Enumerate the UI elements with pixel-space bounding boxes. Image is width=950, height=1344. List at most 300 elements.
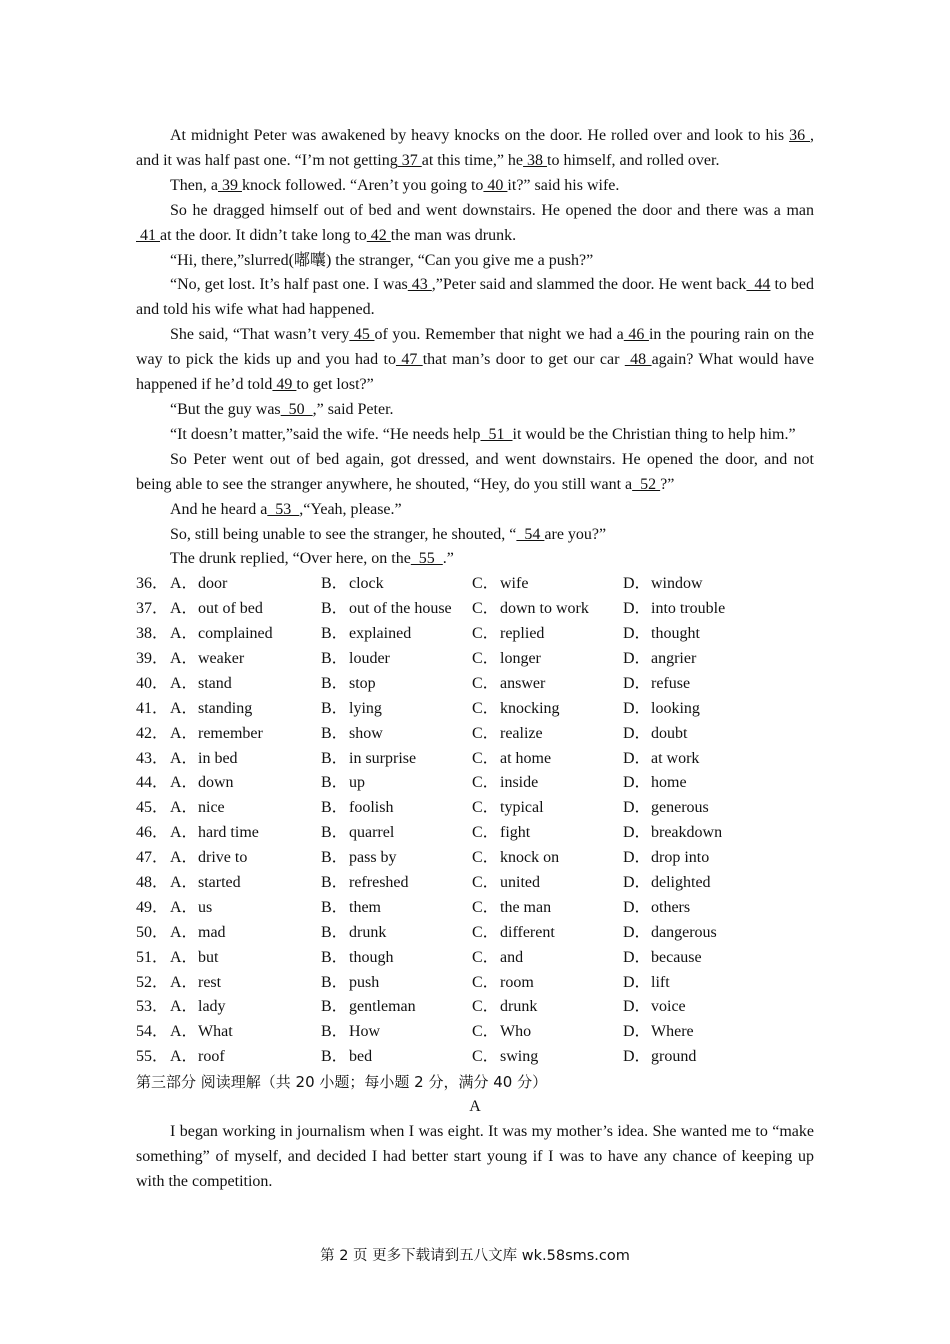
question-number: 40． xyxy=(136,674,169,692)
question-number: 52． xyxy=(136,973,169,991)
answer-option xyxy=(623,647,763,672)
passage-text: it would be the Christian thing to help him.” xyxy=(512,425,796,443)
passage-text: the man was drunk. xyxy=(390,226,517,244)
answer-option xyxy=(321,796,472,821)
answer-option xyxy=(623,697,763,722)
cloze-blank: 51 xyxy=(480,425,513,443)
passage-text: are you?” xyxy=(544,525,607,543)
answer-option xyxy=(472,971,623,996)
answer-option xyxy=(623,722,763,747)
question-number: 42． xyxy=(136,724,169,742)
passage-text: , and it was half past one. “I’m not getting xyxy=(136,127,815,169)
question-row xyxy=(136,672,814,697)
option-letter: C． xyxy=(472,674,499,692)
option-text: typical xyxy=(500,799,544,817)
answer-option xyxy=(321,672,472,697)
option-letter: A． xyxy=(170,824,198,842)
option-letter: A． xyxy=(170,649,198,667)
option-letter: A． xyxy=(170,948,198,966)
option-text: drop into xyxy=(651,849,710,867)
answer-option xyxy=(472,597,623,622)
question-number: 36． xyxy=(136,575,169,593)
option-letter: C． xyxy=(472,874,499,891)
passage-text: “But the guy was xyxy=(170,400,281,418)
passage-text: So he dragged himself out of bed and went downstairs. He opened the door and there was a man xyxy=(170,201,814,219)
option-text: Who xyxy=(500,1023,532,1041)
option-letter: B． xyxy=(321,699,348,717)
answer-option xyxy=(472,821,623,846)
cloze-blank: 39 xyxy=(217,176,242,194)
option-text: mad xyxy=(198,923,226,941)
passage-paragraph xyxy=(136,523,814,548)
option-letter: D． xyxy=(623,923,651,941)
answer-option xyxy=(321,572,472,597)
option-letter: A． xyxy=(170,1023,198,1041)
question-number: 38． xyxy=(136,625,169,643)
option-letter: C． xyxy=(472,575,499,593)
answer-option xyxy=(321,1045,472,1070)
answer-option xyxy=(170,597,321,622)
option-text: down xyxy=(198,774,234,792)
answer-option xyxy=(321,722,472,747)
answer-option xyxy=(472,796,623,821)
option-letter: B． xyxy=(321,799,348,817)
answer-option xyxy=(170,572,321,597)
option-letter: D． xyxy=(623,998,651,1016)
option-text: but xyxy=(198,948,219,966)
answer-option xyxy=(170,796,321,821)
answer-option xyxy=(321,846,472,871)
question-row xyxy=(136,697,814,722)
answer-option xyxy=(623,1020,763,1045)
option-letter: C． xyxy=(472,898,499,916)
option-letter: D． xyxy=(623,749,651,767)
cloze-blank: 42 xyxy=(366,226,391,244)
cloze-passage xyxy=(136,124,814,572)
passage-text: that man’s door to get our car xyxy=(422,351,625,369)
answer-option xyxy=(623,846,763,871)
option-letter: C． xyxy=(472,998,499,1016)
option-letter: C． xyxy=(472,649,499,667)
option-text: different xyxy=(500,923,555,941)
option-text: breakdown xyxy=(651,824,723,842)
question-number: 43． xyxy=(136,749,169,767)
cloze-blank: 47 xyxy=(395,351,423,369)
answer-option xyxy=(170,697,321,722)
passage-text: And he heard a xyxy=(170,500,268,518)
option-letter: B． xyxy=(321,600,348,618)
answer-option xyxy=(170,896,321,921)
option-text: foolish xyxy=(349,799,394,817)
option-text: realize xyxy=(500,724,543,742)
option-text: drive to xyxy=(198,849,248,867)
option-letter: B． xyxy=(321,1048,348,1066)
answer-option xyxy=(472,995,623,1020)
option-text: push xyxy=(349,973,380,991)
answer-option xyxy=(321,971,472,996)
answer-option xyxy=(170,771,321,796)
answer-option xyxy=(321,622,472,647)
answer-option xyxy=(623,597,763,622)
answer-option xyxy=(623,821,763,846)
question-row xyxy=(136,747,814,772)
option-letter: A． xyxy=(170,1048,198,1066)
option-text: dangerous xyxy=(651,923,717,941)
question-number: 45． xyxy=(136,799,169,817)
option-letter: D． xyxy=(623,600,651,618)
option-text: thought xyxy=(651,625,700,643)
answer-option xyxy=(623,995,763,1020)
option-letter: B． xyxy=(321,649,348,667)
option-text: rest xyxy=(198,973,222,991)
option-letter: D． xyxy=(623,724,651,742)
answer-option xyxy=(321,946,472,971)
cloze-blank: 41 xyxy=(136,226,160,244)
option-letter: D． xyxy=(623,973,651,991)
answer-option xyxy=(170,647,321,672)
passage-paragraph xyxy=(136,448,814,498)
option-letter: A． xyxy=(170,998,198,1016)
passage-paragraph xyxy=(136,423,814,448)
question-number: 55． xyxy=(136,1048,169,1066)
option-letter: C． xyxy=(472,749,499,767)
passage-text: ,”Peter said and slammed the door. He went back xyxy=(431,276,747,294)
answer-option xyxy=(170,971,321,996)
answer-option xyxy=(623,572,763,597)
answer-option xyxy=(321,597,472,622)
question-number: 41． xyxy=(136,699,169,717)
option-text: louder xyxy=(349,649,390,667)
cloze-blank: 45 xyxy=(349,326,375,344)
option-letter: C． xyxy=(472,799,499,817)
answer-option xyxy=(623,622,763,647)
passage-text: again? What would have happened if he’d told xyxy=(136,351,815,394)
question-number: 51． xyxy=(136,948,169,966)
option-text: nice xyxy=(198,799,225,817)
passage-paragraph xyxy=(136,174,814,199)
option-letter: D． xyxy=(623,874,651,891)
question-number: 50． xyxy=(136,923,169,941)
option-letter: A． xyxy=(170,749,198,767)
option-text: started xyxy=(198,874,241,891)
option-letter: D． xyxy=(623,649,651,667)
option-letter: A． xyxy=(170,849,198,867)
option-letter: C． xyxy=(472,973,499,991)
option-text: home xyxy=(651,774,687,792)
option-text: standing xyxy=(198,699,253,717)
answer-option xyxy=(321,647,472,672)
option-letter: D． xyxy=(623,674,651,692)
option-letter: C． xyxy=(472,1048,499,1066)
option-letter: C． xyxy=(472,948,499,966)
question-row xyxy=(136,647,814,672)
question-row xyxy=(136,796,814,821)
option-letter: B． xyxy=(321,724,348,742)
passage-paragraph xyxy=(136,547,814,572)
passage-text: At midnight Peter was awakened by heavy knocks on the door. He rolled over and look to his xyxy=(170,127,790,144)
option-text: the man xyxy=(500,898,552,916)
option-letter: C． xyxy=(472,824,499,842)
option-text: remember xyxy=(198,724,263,742)
answer-option xyxy=(623,672,763,697)
answer-option xyxy=(321,995,472,1020)
option-text: drunk xyxy=(349,923,387,941)
option-letter: B． xyxy=(321,973,348,991)
option-letter: A． xyxy=(170,923,198,941)
question-row xyxy=(136,846,814,871)
option-letter: D． xyxy=(623,774,651,792)
option-text: into trouble xyxy=(651,600,726,618)
option-text: doubt xyxy=(651,724,688,742)
option-letter: B． xyxy=(321,998,348,1016)
question-row xyxy=(136,572,814,597)
cloze-blank: 46 xyxy=(623,326,649,344)
option-text: lady xyxy=(198,998,226,1016)
option-letter: A． xyxy=(170,575,198,593)
option-text: at work xyxy=(651,749,700,767)
answer-options xyxy=(136,572,814,1070)
answer-option xyxy=(623,1045,763,1070)
passage-text: at this time,” he xyxy=(421,151,524,169)
question-row xyxy=(136,971,814,996)
answer-option xyxy=(472,722,623,747)
option-letter: C． xyxy=(472,849,499,867)
option-text: roof xyxy=(198,1048,225,1066)
answer-option xyxy=(170,871,321,896)
question-row xyxy=(136,722,814,747)
option-text: How xyxy=(349,1023,381,1041)
question-row xyxy=(136,946,814,971)
option-text: gentleman xyxy=(349,998,416,1016)
passage-text: to bed and told his wife what had happened. xyxy=(136,276,814,319)
question-number: 46． xyxy=(136,824,169,842)
cloze-blank: 36 xyxy=(789,127,811,144)
option-letter: D． xyxy=(623,625,651,643)
answer-option xyxy=(170,722,321,747)
answer-option xyxy=(623,747,763,772)
section-title: 第三部分 阅读理解（共 20 小题；每小题 2 分，满分 40 分） xyxy=(136,1073,548,1092)
option-text: stop xyxy=(349,674,376,692)
cloze-blank: 52 xyxy=(632,475,661,493)
option-text: Where xyxy=(651,1023,694,1041)
question-row xyxy=(136,1045,814,1070)
passage-text: at the door. It didn’t take long to xyxy=(160,226,367,244)
passage-text: The drunk replied, “Over here, on the xyxy=(170,550,411,568)
passage-paragraph xyxy=(136,323,814,398)
answer-option xyxy=(170,821,321,846)
answer-option xyxy=(170,1020,321,1045)
answer-option xyxy=(170,995,321,1020)
cloze-blank: 38 xyxy=(523,151,548,169)
option-letter: C． xyxy=(472,724,499,742)
option-text: explained xyxy=(349,625,412,643)
passage-text: “It doesn’t matter,”said the wife. “He needs help xyxy=(170,425,481,443)
option-letter: A． xyxy=(170,799,198,817)
option-text: them xyxy=(349,898,381,916)
option-text: stand xyxy=(198,674,232,692)
answer-option xyxy=(321,747,472,772)
answer-option xyxy=(321,921,472,946)
passage-paragraph xyxy=(136,249,814,274)
passage-text: it?” said his wife. xyxy=(507,176,620,194)
answer-option xyxy=(170,846,321,871)
option-text: out of the house xyxy=(349,600,452,618)
answer-option xyxy=(472,572,623,597)
passage-text: to get lost?” xyxy=(296,376,374,394)
option-letter: C． xyxy=(472,699,499,717)
answer-option xyxy=(170,1045,321,1070)
option-letter: B． xyxy=(321,824,348,842)
option-text: up xyxy=(349,774,365,792)
option-letter: C． xyxy=(472,625,499,643)
option-letter: C． xyxy=(472,600,499,618)
option-letter: A． xyxy=(170,898,198,916)
passage-paragraph xyxy=(136,199,814,249)
option-letter: B． xyxy=(321,948,348,966)
option-text: complained xyxy=(198,625,273,643)
answer-option xyxy=(472,697,623,722)
answer-option xyxy=(472,1045,623,1070)
option-text: What xyxy=(198,1023,233,1041)
passage-paragraph xyxy=(136,498,814,523)
question-row xyxy=(136,871,814,896)
option-letter: D． xyxy=(623,948,651,966)
passage-paragraph xyxy=(136,273,814,323)
option-letter: C． xyxy=(472,923,499,941)
cloze-blank: 48 xyxy=(624,351,652,369)
option-text: in bed xyxy=(198,749,238,767)
option-text: ground xyxy=(651,1048,697,1066)
question-number: 48． xyxy=(136,874,169,891)
cloze-blank: 44 xyxy=(746,276,771,294)
answer-option xyxy=(170,622,321,647)
option-text: at home xyxy=(500,749,552,767)
answer-option xyxy=(170,946,321,971)
option-text: and xyxy=(500,948,524,966)
option-text: quarrel xyxy=(349,824,395,842)
option-text: looking xyxy=(651,699,700,717)
answer-option xyxy=(472,647,623,672)
question-row xyxy=(136,622,814,647)
option-letter: A． xyxy=(170,973,198,991)
option-letter: D． xyxy=(623,824,651,842)
answer-option xyxy=(170,672,321,697)
option-text: replied xyxy=(500,625,545,643)
answer-option xyxy=(472,871,623,896)
option-text: though xyxy=(349,948,394,966)
option-text: bed xyxy=(349,1048,373,1066)
passage-paragraph xyxy=(136,398,814,423)
answer-option xyxy=(170,747,321,772)
answer-option xyxy=(472,672,623,697)
passage-text: So, still being unable to see the stranger, he shouted, “ xyxy=(170,525,517,543)
answer-option xyxy=(623,921,763,946)
question-number: 49． xyxy=(136,898,169,916)
option-text: in surprise xyxy=(349,749,417,767)
option-text: answer xyxy=(500,674,546,692)
answer-option xyxy=(472,771,623,796)
passage-text: “No, get lost. It’s half past one. I was xyxy=(170,276,408,294)
answer-option xyxy=(472,1020,623,1045)
passage-label: A xyxy=(469,1098,481,1116)
option-letter: D． xyxy=(623,699,651,717)
question-row xyxy=(136,597,814,622)
passage-text: ,“Yeah, please.” xyxy=(299,500,402,518)
option-text: lift xyxy=(651,973,670,991)
option-text: refreshed xyxy=(349,874,409,891)
question-row xyxy=(136,995,814,1020)
option-text: refuse xyxy=(651,674,691,692)
option-letter: B． xyxy=(321,749,348,767)
answer-option xyxy=(321,771,472,796)
option-text: voice xyxy=(651,998,686,1016)
option-text: others xyxy=(651,898,691,916)
option-text: show xyxy=(349,724,383,742)
option-text: out of bed xyxy=(198,600,263,618)
option-letter: A． xyxy=(170,874,198,891)
answer-option xyxy=(321,697,472,722)
option-text: delighted xyxy=(651,874,711,891)
option-letter: B． xyxy=(321,625,348,643)
option-letter: A． xyxy=(170,699,198,717)
document-page xyxy=(136,124,814,1195)
passage-paragraph xyxy=(136,124,814,174)
answer-option xyxy=(472,896,623,921)
option-letter: A． xyxy=(170,774,198,792)
question-number: 37． xyxy=(136,600,169,618)
option-text: pass by xyxy=(349,849,397,867)
option-letter: A． xyxy=(170,724,198,742)
answer-option xyxy=(623,771,763,796)
option-text: weaker xyxy=(198,649,245,667)
passage-text: in the pouring rain on the way to pick the kids up and you had to xyxy=(136,326,815,369)
option-letter: D． xyxy=(623,799,651,817)
answer-option xyxy=(623,971,763,996)
answer-option xyxy=(321,1020,472,1045)
question-row xyxy=(136,771,814,796)
passage-text: Then, a xyxy=(170,176,218,194)
option-letter: B． xyxy=(321,923,348,941)
option-text: because xyxy=(651,948,702,966)
option-text: longer xyxy=(500,649,541,667)
option-letter: B． xyxy=(321,575,348,593)
passage-text: ?” xyxy=(660,475,675,493)
answer-option xyxy=(321,871,472,896)
question-row xyxy=(136,821,814,846)
answer-option xyxy=(472,921,623,946)
cloze-blank: 53 xyxy=(267,500,300,518)
answer-option xyxy=(623,796,763,821)
option-letter: C． xyxy=(472,1023,499,1041)
passage-text: She said, “That wasn’t very xyxy=(170,326,350,344)
option-text: swing xyxy=(500,1048,539,1066)
option-text: fight xyxy=(500,824,531,842)
option-text: hard time xyxy=(198,824,259,842)
passage-text: of you. Remember that night we had a xyxy=(374,326,624,344)
option-letter: A． xyxy=(170,625,198,643)
option-letter: C． xyxy=(472,774,499,792)
option-letter: B． xyxy=(321,874,348,891)
option-text: room xyxy=(500,973,534,991)
option-text: united xyxy=(500,874,540,891)
option-letter: D． xyxy=(623,849,651,867)
page-footer: 第 2 页 更多下载请到五八文库 wk.58sms.com xyxy=(320,1248,630,1264)
cloze-blank: 40 xyxy=(483,176,508,194)
question-row xyxy=(136,921,814,946)
answer-option xyxy=(623,871,763,896)
question-number: 44． xyxy=(136,774,169,792)
passage-text: So Peter went out of bed again, got dressed, and went downstairs. He opened the door, and not being able to see the stranger anywhere, he shouted, “Hey, do you still want a xyxy=(136,450,814,493)
